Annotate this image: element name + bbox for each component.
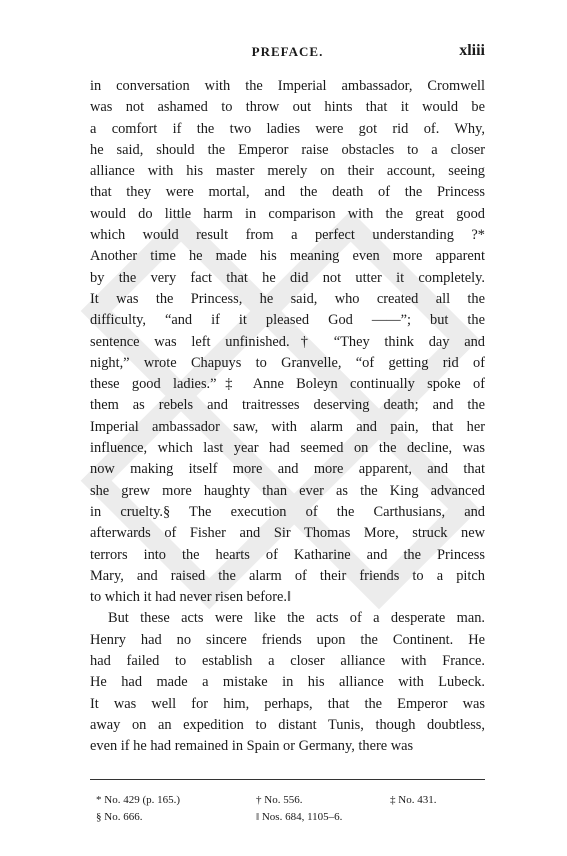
text-line: he said, should the Emperor raise obstacles to a closer [90,141,485,158]
text-line: now making itself more and more apparent, and that [90,461,485,478]
text-line: these good ladies.”‡ Anne Boleyn continually spoke of [90,376,485,393]
running-title: PREFACE. [251,44,324,59]
text-line: which would result from a perfect understanding ?* [90,227,485,244]
text-line: even if he had remained in Spain or Germany, there was [90,738,414,755]
text-line: Imperial ambassador saw, with alarm and pain, that her [90,418,485,435]
text-line: Mary, and raised the alarm of their friends to a pitch [90,567,485,584]
text-line: Henry had no sincere friends upon the Continent. He [90,631,485,648]
text-line: in conversation with the Imperial ambassador, Cromwell [90,78,485,94]
footnote-rule [90,779,485,780]
text-line: It was well for him, perhaps, that the Emperor was [90,695,485,712]
text-line: by the very fact that he did not utter it completely. [90,269,485,286]
text-line: them as rebels and traitresses deserving death; and the [90,397,485,414]
text-line: she grew more haughty than ever as the King advanced [90,482,485,499]
text-line: had failed to establish a closer alliance with France. [90,653,485,670]
text-line: that they were mortal, and the death of the Princess [90,184,485,201]
text-line: in cruelty.§ The execution of the Carthusians, and [90,503,485,520]
text-line: a comfort if the two ladies were got rid of. Why, [90,120,485,137]
footnote-row [90,792,485,809]
body-text [90,76,485,758]
text-line: Another time he made his meaning even more apparent [90,248,485,265]
text-line: was not ashamed to throw out hints that it would be [90,99,485,116]
text-line: It was the Princess, he said, who created all the [90,290,485,307]
page-number: xliii [459,42,485,59]
footnote: * No. 429 (p. 165.) [96,794,181,806]
running-header [90,44,485,64]
footnotes [90,792,485,826]
text-line: sentence was left unfinished.† “They think day and [90,333,485,350]
text-line: He had made a mistake in his alliance with Lubeck. [90,674,485,691]
footnote: ‡ No. 431. [390,794,437,806]
text-line: terrors into the hearts of Katharine and the Princess [90,546,485,563]
text-line: afterwards of Fisher and Sir Thomas More, struck new [90,525,485,542]
text-line: would do little harm in comparison with the great good [90,205,485,222]
footnote: § No. 666. [96,811,143,823]
text-line: But these acts were like the acts of a desperate man. [108,610,485,627]
text-line: alliance with his master merely on their account, seeing [90,163,485,180]
text-line: night,” wrote Chapuys to Granvelle, “of getting rid of [90,354,485,371]
footnote: ‖ Nos. 684, 1105–6. [256,811,343,823]
footnote-row [90,809,485,826]
footnote: † No. 556. [256,794,303,806]
text-line: influence, which last year had seemed on the decline, was [90,440,485,457]
footnote [390,809,485,826]
text-line: difficulty, “and if it pleased God ——”; but the [90,312,485,329]
text-line: away on an expedition to distant Tunis, though doubtless, [90,716,485,733]
text-line: to which it had never risen before.‖ [90,589,292,606]
